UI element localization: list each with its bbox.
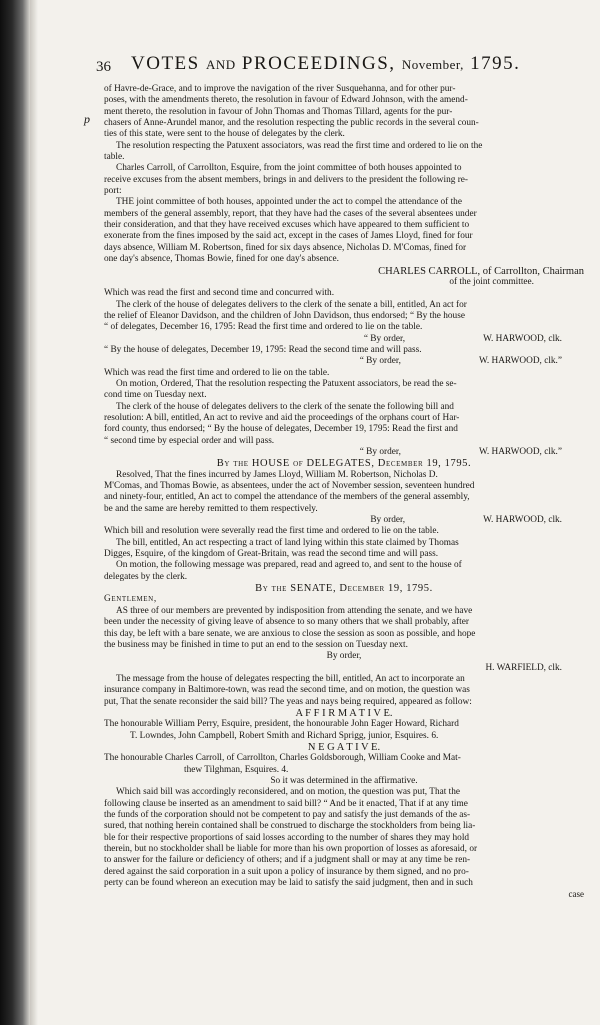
text-line: delegates by the clerk.: [104, 571, 188, 582]
text-line: “ of delegates, December 16, 1795: Read the first time and ordered to lie on the table.: [104, 322, 423, 333]
running-title-and: AND: [205, 57, 236, 72]
by-order: “ By order,: [359, 447, 401, 457]
page-number: 36: [96, 59, 111, 75]
text-line: The resolution respecting the Patuxent associators, was read the first time and ordered to lie on the: [116, 140, 483, 151]
text-line: On motion, the following message was prepared, read and agreed to, and sent to the house of: [116, 560, 462, 571]
text-line: Which was read the first time and ordered to lie on the table.: [104, 367, 330, 378]
page-header: [96, 53, 584, 84]
catchword: case: [568, 889, 584, 900]
text-line: exonerate from the fines imposed by the said act, except in the cases of James Lloyd, fined for four: [104, 231, 473, 242]
text-line: On motion, Ordered, That the resolution respecting the Patuxent associators, be read the se-: [116, 378, 457, 389]
text-line: put, That the senate reconsider the said bill? The yeas and nays being required, appeared as follow:: [104, 696, 472, 707]
text-line: The clerk of the house of delegates delivers to the clerk of the senate a bill, entitled, An act for: [116, 299, 467, 310]
text-line: Charles Carroll, of Carrollton, Esquire, from the joint committee of both houses appointed to: [116, 163, 462, 174]
clerk-name: W. HARWOOD, clk.”: [478, 447, 562, 457]
text-line: The honourable Charles Carroll, of Carrollton, Charles Goldsborough, William Cooke and Mat-: [104, 753, 461, 764]
text-line: T. Lowndes, John Campbell, Robert Smith and Richard Sprigg, junior, Esquires. 6.: [130, 730, 439, 741]
text-line: The message from the house of delegates respecting the bill, entitled, An act to incorporate an: [116, 673, 465, 684]
binding-shadow: [30, 0, 38, 1025]
section-heading: By the HOUSE of DELEGATES, December 19, 1795.: [216, 458, 472, 470]
text-line: the funds of the corporation should not be competent to pay and satisfy the just demands of the as-: [104, 810, 471, 820]
text-line: chasers of Anne-Arundel manor, and the resolution respecting the public records in the several coun-: [104, 118, 479, 129]
text-line: the business may be finished in time to put an end to the session on Tuesday next.: [104, 639, 408, 650]
text-line: Which was read the first and second time and concurred with.: [104, 288, 335, 299]
text-line: AS three of our members are prevented by indisposition from attending the senate, and we have: [116, 605, 473, 616]
signature-block: [104, 356, 584, 367]
signature-line: of the joint committee.: [449, 276, 534, 287]
running-title-proceedings: PROCEEDINGS,: [241, 53, 396, 74]
signature-block: [104, 334, 584, 345]
by-order: By order,: [370, 515, 406, 526]
signature-block: [104, 515, 584, 526]
text-line: insurance company in Baltimore-town, was read the second time, and on motion, the question was: [104, 685, 470, 696]
text-line: thew Tilghman, Esquires. 4.: [184, 764, 289, 775]
text-line: this day, be left with a bare senate, we are anxious to close the session as soon as possible, and hope: [104, 628, 476, 639]
text-line: and ninety-four, entitled, An act to compel the attendance of the members of the general assembly,: [104, 492, 470, 503]
text-line: ties of this state, were sent to the house of delegates by the clerk.: [104, 129, 345, 140]
text-line: therein, but no stockholder shall be liable for more than his own proportion of losses as aforesaid, or: [104, 844, 478, 855]
text-line: perty can be found whereon an execution may be laid to satisfy the said judgment, then and in such: [104, 878, 473, 889]
text-line: “ second time by especial order and will pass.: [104, 435, 275, 446]
running-title-month: November,: [401, 57, 464, 72]
text-line: one day's absence, Thomas Bowie, fined for one day's absence.: [104, 254, 340, 265]
text-line: ment thereto, the resolution in favour of John Thomas and Thomas Tillard, agents for the pur-: [104, 106, 453, 117]
text-line: Digges, Esquire, of the kingdom of Great-Britain, was read the second time and will pass.: [104, 549, 439, 560]
text-line: days absence, William M. Robertson, fined for six days absence, Nicholas D. M'Comas, fined for: [104, 242, 467, 253]
text-line: be and the same are hereby remitted to them respectively.: [104, 503, 318, 514]
vote-heading-negative: N E G A T I V E.: [307, 741, 381, 753]
running-title-votes: VOTES: [131, 53, 200, 74]
section-heading: By the SENATE, December 19, 1795.: [255, 583, 433, 595]
text-line: port:: [104, 186, 122, 197]
signature-line: CHARLES CARROLL, of Carrollton, Chairman: [378, 265, 584, 277]
text-line: the relief of Eleanor Davidson, and the children of John Davidson, thus endorsed; “ By the house: [104, 310, 465, 321]
text-line: dered against the said corporation in a suit upon a policy of insurance by them signed, and no pro-: [104, 866, 469, 877]
text-line: The bill, entitled, An act respecting a tract of land lying within this state claimed by Thomas: [116, 537, 459, 548]
text-line: Which bill and resolution were severally read the first time and ordered to lie on the table.: [104, 526, 439, 537]
text-line: The honourable William Perry, Esquire, president, the honourable John Eager Howard, Richard: [104, 719, 459, 730]
text-line: resolution: A bill, entitled, An act to revive and aid the proceedings of the orphans court of Har-: [104, 412, 460, 423]
running-title: [131, 53, 521, 74]
text-line: their consideration, and that they have received excuses which have appeared to them sufficient to: [104, 220, 470, 231]
text-line: Which said bill was accordingly reconsidered, and on motion, the question was put, That the: [116, 787, 460, 798]
text-line: sured, that nothing herein contained shall be construed to discharge the stockholders from being lia-: [104, 821, 476, 832]
binding-gutter: [0, 0, 30, 1025]
text-line: So it was determined in the affirmative.: [270, 775, 418, 786]
text-line: following clause be inserted as an amendment to said bill? “ And be it enacted, That if at any time: [104, 798, 468, 809]
clerk-name: H. WARFIELD, clk.: [485, 662, 562, 673]
text-line: THE joint committee of both houses, appointed under the act to compel the attendance of the: [116, 197, 462, 208]
document-page: [96, 53, 584, 901]
salutation: Gentlemen,: [104, 594, 157, 605]
running-title-year: 1795.: [470, 53, 521, 74]
text-line: The clerk of the house of delegates delivers to the clerk of the senate the following bill and: [116, 401, 454, 412]
text-line: table.: [104, 152, 125, 163]
text-line: receive excuses from the absent members, brings in and delivers to the president the following re-: [104, 174, 469, 185]
text-line: cond time on Tuesday next.: [104, 390, 207, 401]
text-line: been under the necessity of giving leave of absence to so many others that we shall probably, after: [104, 617, 469, 628]
text-line: “ By the house of delegates, December 19, 1795: Read the second time and will pass.: [104, 344, 422, 355]
text-line: Resolved, That the fines incurred by James Lloyd, William M. Robertson, Nicholas D.: [116, 469, 438, 480]
by-order: By order,: [326, 651, 362, 662]
by-order: “ By order,: [363, 333, 406, 344]
vote-heading-affirmative: A F F I R M A T I V E.: [295, 707, 393, 719]
clerk-name: W. HARWOOD, clk.: [483, 333, 562, 344]
text-line: ford county, thus endorsed; “ By the house of delegates, December 19, 1795: Read the first and: [104, 424, 458, 435]
text-line: to answer for the failure or deficiency of others; and if a judgment shall or may at any time be ren-: [104, 855, 471, 866]
text-line: of Havre-de-Grace, and to improve the navigation of the river Susquehanna, and for other pur-: [104, 84, 456, 94]
text-line: members of the general assembly, report, that they have had the cases of the several absentees under: [104, 208, 477, 219]
clerk-name: W. HARWOOD, clk.: [483, 515, 562, 526]
signature-block: [104, 447, 584, 458]
text-line: ble for their respective proportions of said losses according to the number of shares they may hold: [104, 832, 470, 843]
clerk-name: W. HARWOOD, clk.”: [478, 356, 562, 367]
by-order: “ By order,: [359, 356, 401, 367]
text-line: poses, with the amendments thereto, the resolution in favour of Edward Johnson, with the amend-: [104, 95, 468, 106]
text-line: M'Comas, and Thomas Bowie, as absentees, under the act of November session, seventeen hundred: [104, 481, 475, 492]
margin-mark: p: [84, 112, 90, 126]
